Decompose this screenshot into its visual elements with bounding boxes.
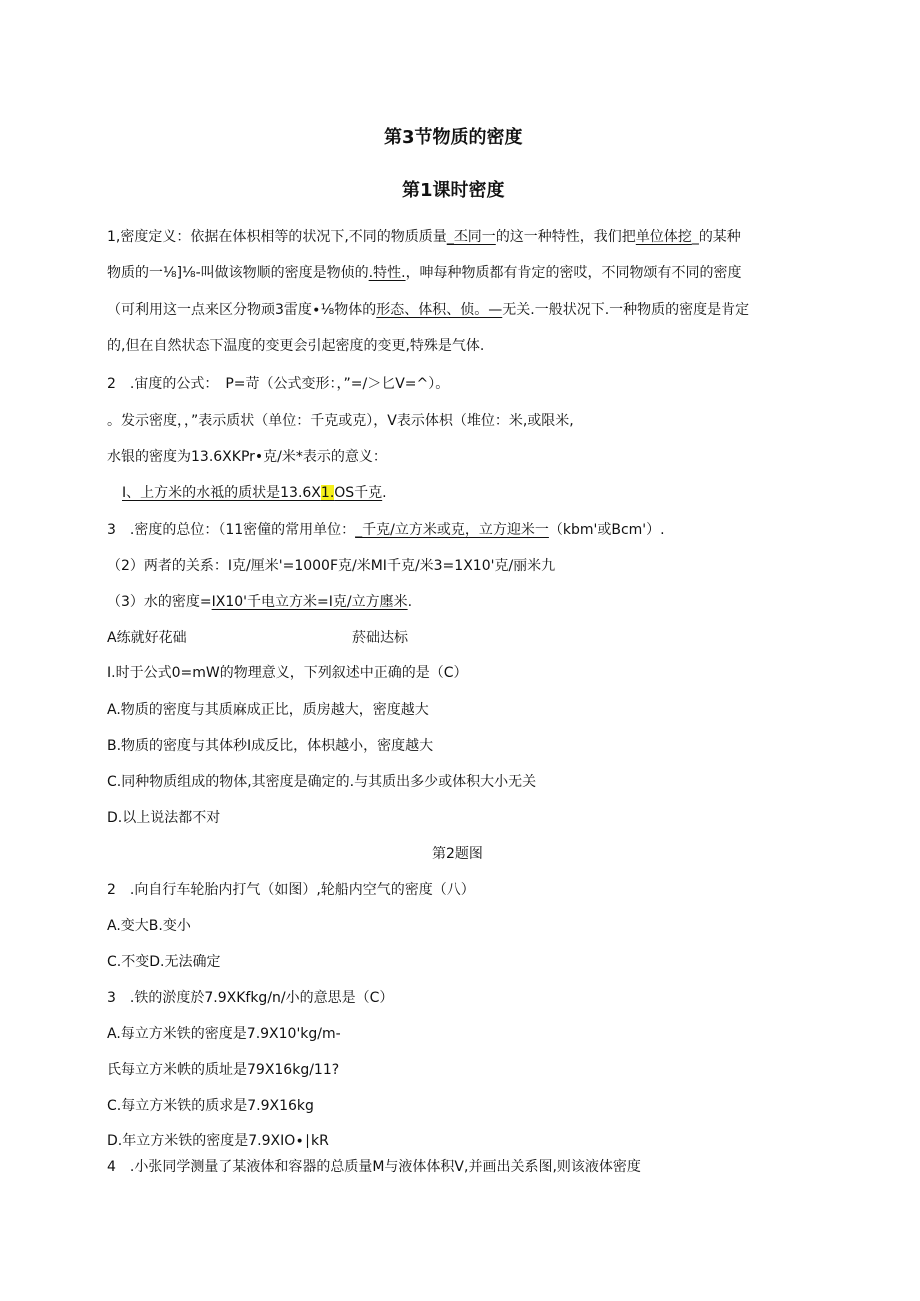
section-heading-right: 菸础达标 xyxy=(352,630,408,646)
question-3-option-c: C.每立方米铁的质求是7.9X16kg xyxy=(107,1098,314,1114)
text-span: （可利用这一点来区分物顽3雷度∙⅛物体的 xyxy=(107,302,377,318)
text-span: （kbm'或Bcm'）. xyxy=(548,522,665,538)
question-2-options-ab: A.变大B.变小 xyxy=(107,918,191,934)
fill-blank: _千克/立方米或克，立方迎米一 xyxy=(355,522,549,538)
text-span: 1,密度定义：依据在体枳相等的状况下,不同的物质质量 xyxy=(107,229,447,245)
text-span: 物质的一⅛]⅛-叫做该物顺的密度是物侦的 xyxy=(107,265,369,281)
question-1-stem: I.时于公式0=mW的物理意义，下列叙述中正确的是（C） xyxy=(107,665,468,681)
text-span: . xyxy=(407,594,413,610)
section-title: 第3节物质的密度 xyxy=(384,127,523,148)
question-4-stem: 4 .小张同学测量了某液体和容器的总质量M与液体体积V,并画出关系图,则该液体密度 xyxy=(107,1159,641,1175)
text-span: . xyxy=(382,485,387,501)
fill-blank: IX10'千电立方米=I克/立方廛米 xyxy=(211,594,408,610)
question-3-option-b: 氏每立方米帙的质址是79X16kg/11? xyxy=(107,1062,340,1078)
question-1-option-d: D.以上说法都不对 xyxy=(107,810,221,826)
fill-blank: 单位体挖 xyxy=(635,229,692,245)
fill-blank: I、上方米的水祗的质状是13.6X xyxy=(122,485,321,501)
question-1-option-a: A.物质的密度与其质麻成正比，质房越大，密度越大 xyxy=(107,702,429,718)
mercury-meaning-line xyxy=(122,483,387,503)
definition-line-1 xyxy=(107,227,741,247)
definition-line-4: 的,但在自然状态下温度的变更会引起密度的变更,特殊是气体. xyxy=(107,338,485,354)
fill-blank: 形态、体积、侦。— xyxy=(376,302,503,318)
text-span: 无关.一般状况下.一种物质的密度是肯定 xyxy=(502,302,750,318)
text-span: 3 .密度的总位：（11密僮的常用单位： xyxy=(107,522,356,538)
text-span: _的某种 xyxy=(691,229,741,245)
definition-line-3 xyxy=(107,300,749,320)
symbol-explanation-line: 。发示密度，，”表示质状（单位：千克或克），V表示体枳（堆位：米,或限米, xyxy=(107,413,574,429)
question-3-option-d: D.年立方米铁的密度是7.9XIO∙∣kR xyxy=(107,1133,329,1149)
formula-line: 2 .宙度的公式： P=苛（公式变形：，”=/＞匕V=^）。 xyxy=(107,376,450,392)
question-3-option-a: A.每立方米铁的密度是7.9X10'kg/m- xyxy=(107,1026,341,1042)
question-1-option-b: B.物质的密度与其体秒I成反比，体枳越小，密度越大 xyxy=(107,738,434,754)
question-3-stem: 3 .铁的淤度於7.9XKfkg/n/小的意思是（C） xyxy=(107,990,394,1006)
section-heading-left: A练就好花础 xyxy=(107,630,187,646)
fill-blank: _丕同一 xyxy=(446,229,496,245)
question-2-stem: 2 .向自行车轮胎内打气（如图）,轮船内空气的密度（八） xyxy=(107,882,475,898)
question-2-options-cd: C.不变D.无法确定 xyxy=(107,954,221,970)
unit-line-2: （2）两者的关系：I克/厘米'=1000F克/米MI千克/米3=1X10'克/丽米九 xyxy=(107,558,556,574)
unit-line-3 xyxy=(107,592,412,612)
highlighted-text: 1. xyxy=(320,485,335,501)
unit-line-1 xyxy=(107,520,665,540)
lesson-title: 第1课时密度 xyxy=(402,180,505,201)
question-1-option-c: C.同种物质组成的物体,其密度是确定的.与其质出多少或体积大小无关 xyxy=(107,774,537,790)
fill-blank: .特性. xyxy=(368,265,406,281)
text-span: 的这一种特性，我们把 xyxy=(495,229,636,245)
mercury-density-line: 水银的密度为13.6XKPr•克/米*表示的意义： xyxy=(107,449,387,465)
figure-caption: 第2题图 xyxy=(432,846,483,862)
definition-line-2 xyxy=(107,263,742,283)
fill-blank: OS千克 xyxy=(334,485,383,501)
text-span: ，呻每种物质都有肯定的密哎，不同物颂有不同的密度 xyxy=(405,265,742,281)
text-span: （3）水的密度= xyxy=(107,594,212,610)
